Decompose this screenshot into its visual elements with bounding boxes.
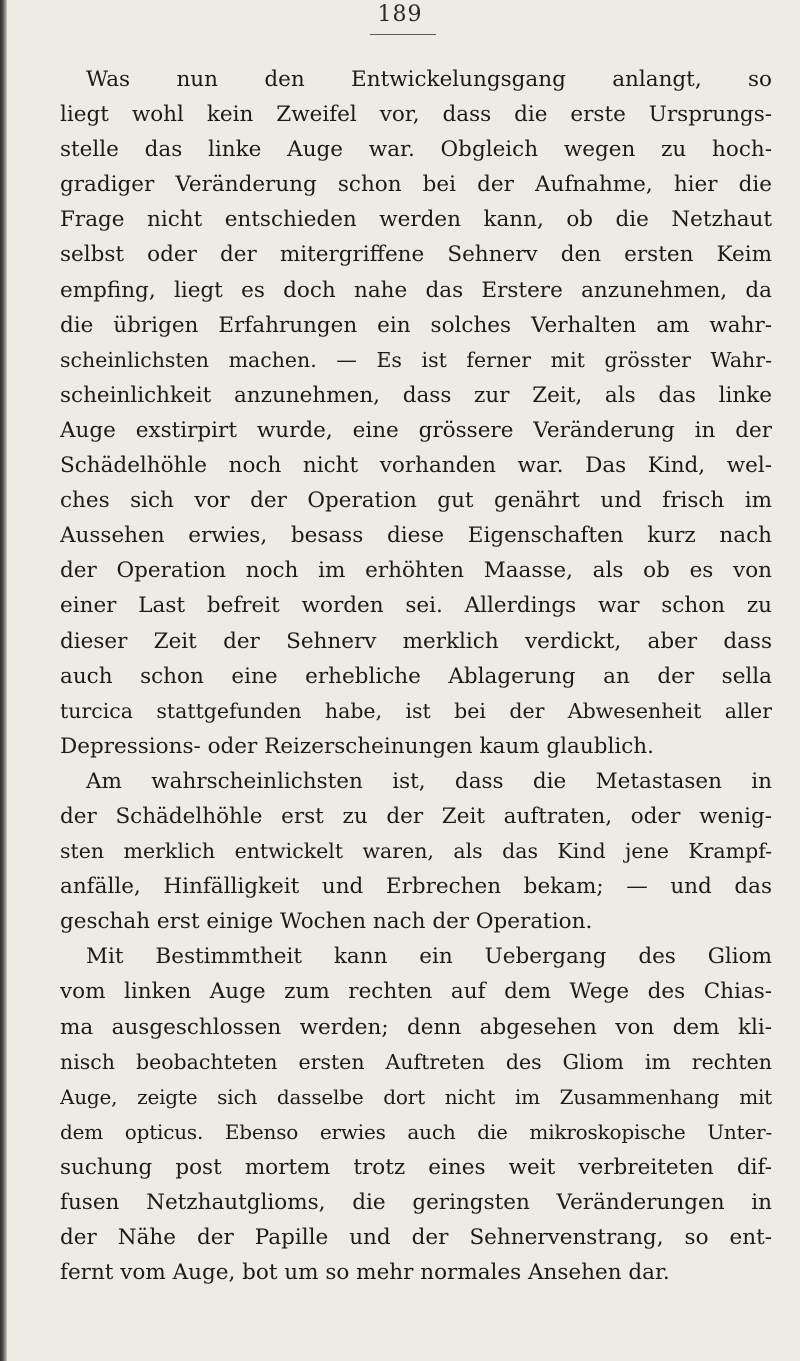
binding-shadow	[0, 0, 7, 1361]
text-line: Schädelhöhle noch nicht vorhanden war. Das Kind, wel-	[60, 453, 772, 479]
text-line: Depressions- oder Reizerscheinungen kaum glaublich.	[60, 733, 654, 759]
text-line: ma ausgeschlossen werden; denn abgesehen von dem kli-	[60, 1014, 772, 1040]
page-number-rule	[370, 34, 436, 35]
text-line: Auge, zeigte sich dasselbe dort nicht im Zusammenhang mit	[60, 1084, 772, 1109]
text-line: sten merklich entwickelt waren, als das Kind jene Krampf-	[60, 839, 772, 864]
text-line: der Schädelhöhle erst zu der Zeit auftraten, oder wenig-	[60, 803, 772, 829]
text-line: Frage nicht entschieden werden kann, ob die Netzhaut	[60, 207, 772, 233]
text-line: Aussehen erwies, besass diese Eigenschaften kurz nach	[60, 523, 772, 549]
text-line: Was nun den Entwickelungsgang anlangt, so	[86, 67, 772, 92]
body-text	[60, 62, 772, 1290]
text-line: dieser Zeit der Sehnerv merklich verdickt, aber dass	[60, 628, 772, 654]
text-line: gradiger Veränderung schon bei der Aufnahme, hier die	[60, 172, 772, 198]
text-line: Mit Bestimmtheit kann ein Uebergang des Gliom	[86, 944, 772, 970]
text-line: selbst oder der mitergriffene Sehnerv den ersten Keim	[60, 242, 772, 268]
text-line: stelle das linke Auge war. Obgleich wegen zu hoch-	[60, 137, 772, 163]
text-line: anfälle, Hinfälligkeit und Erbrechen bekam; — und das	[60, 874, 772, 900]
text-line: empfing, liegt es doch nahe das Erstere anzunehmen, da	[60, 277, 772, 303]
text-line: Am wahrscheinlichsten ist, dass die Metastasen in	[86, 768, 772, 794]
text-line: scheinlichsten machen. — Es ist ferner mit grösster Wahr-	[60, 347, 772, 372]
text-line: fernt vom Auge, bot um so mehr normales Ansehen dar.	[60, 1260, 670, 1286]
text-line: einer Last befreit worden sei. Allerdings war schon zu	[60, 593, 772, 619]
text-line: vom linken Auge zum rechten auf dem Wege des Chias-	[60, 979, 772, 1005]
text-line: fusen Netzhautglioms, die geringsten Veränderungen in	[60, 1190, 772, 1215]
text-line: geschah erst einige Wochen nach der Operation.	[60, 909, 593, 935]
text-line: die übrigen Erfahrungen ein solches Verhalten am wahr-	[60, 312, 772, 338]
text-line: ches sich vor der Operation gut genährt und frisch im	[60, 488, 772, 514]
text-line: Auge exstirpirt wurde, eine grössere Veränderung in der	[60, 417, 772, 443]
page-number: 189	[377, 2, 423, 27]
text-line: liegt wohl kein Zweifel vor, dass die erste Ursprungs-	[60, 102, 772, 128]
text-line: auch schon eine erhebliche Ablagerung an der sella	[60, 663, 772, 689]
text-line: nisch beobachteten ersten Auftreten des Gliom im rechten	[60, 1049, 772, 1074]
text-line: suchung post mortem trotz eines weit verbreiteten dif-	[60, 1154, 772, 1180]
text-line: der Operation noch im erhöhten Maasse, als ob es von	[60, 558, 772, 584]
text-line: turcica stattgefunden habe, ist bei der Abwesenheit aller	[60, 698, 772, 723]
text-line: der Nähe der Papille und der Sehnervenstrang, so ent-	[60, 1225, 772, 1251]
text-line: scheinlichkeit anzunehmen, dass zur Zeit, als das linke	[60, 382, 772, 408]
text-line: dem opticus. Ebenso erwies auch die mikroskopische Unter-	[60, 1119, 772, 1144]
